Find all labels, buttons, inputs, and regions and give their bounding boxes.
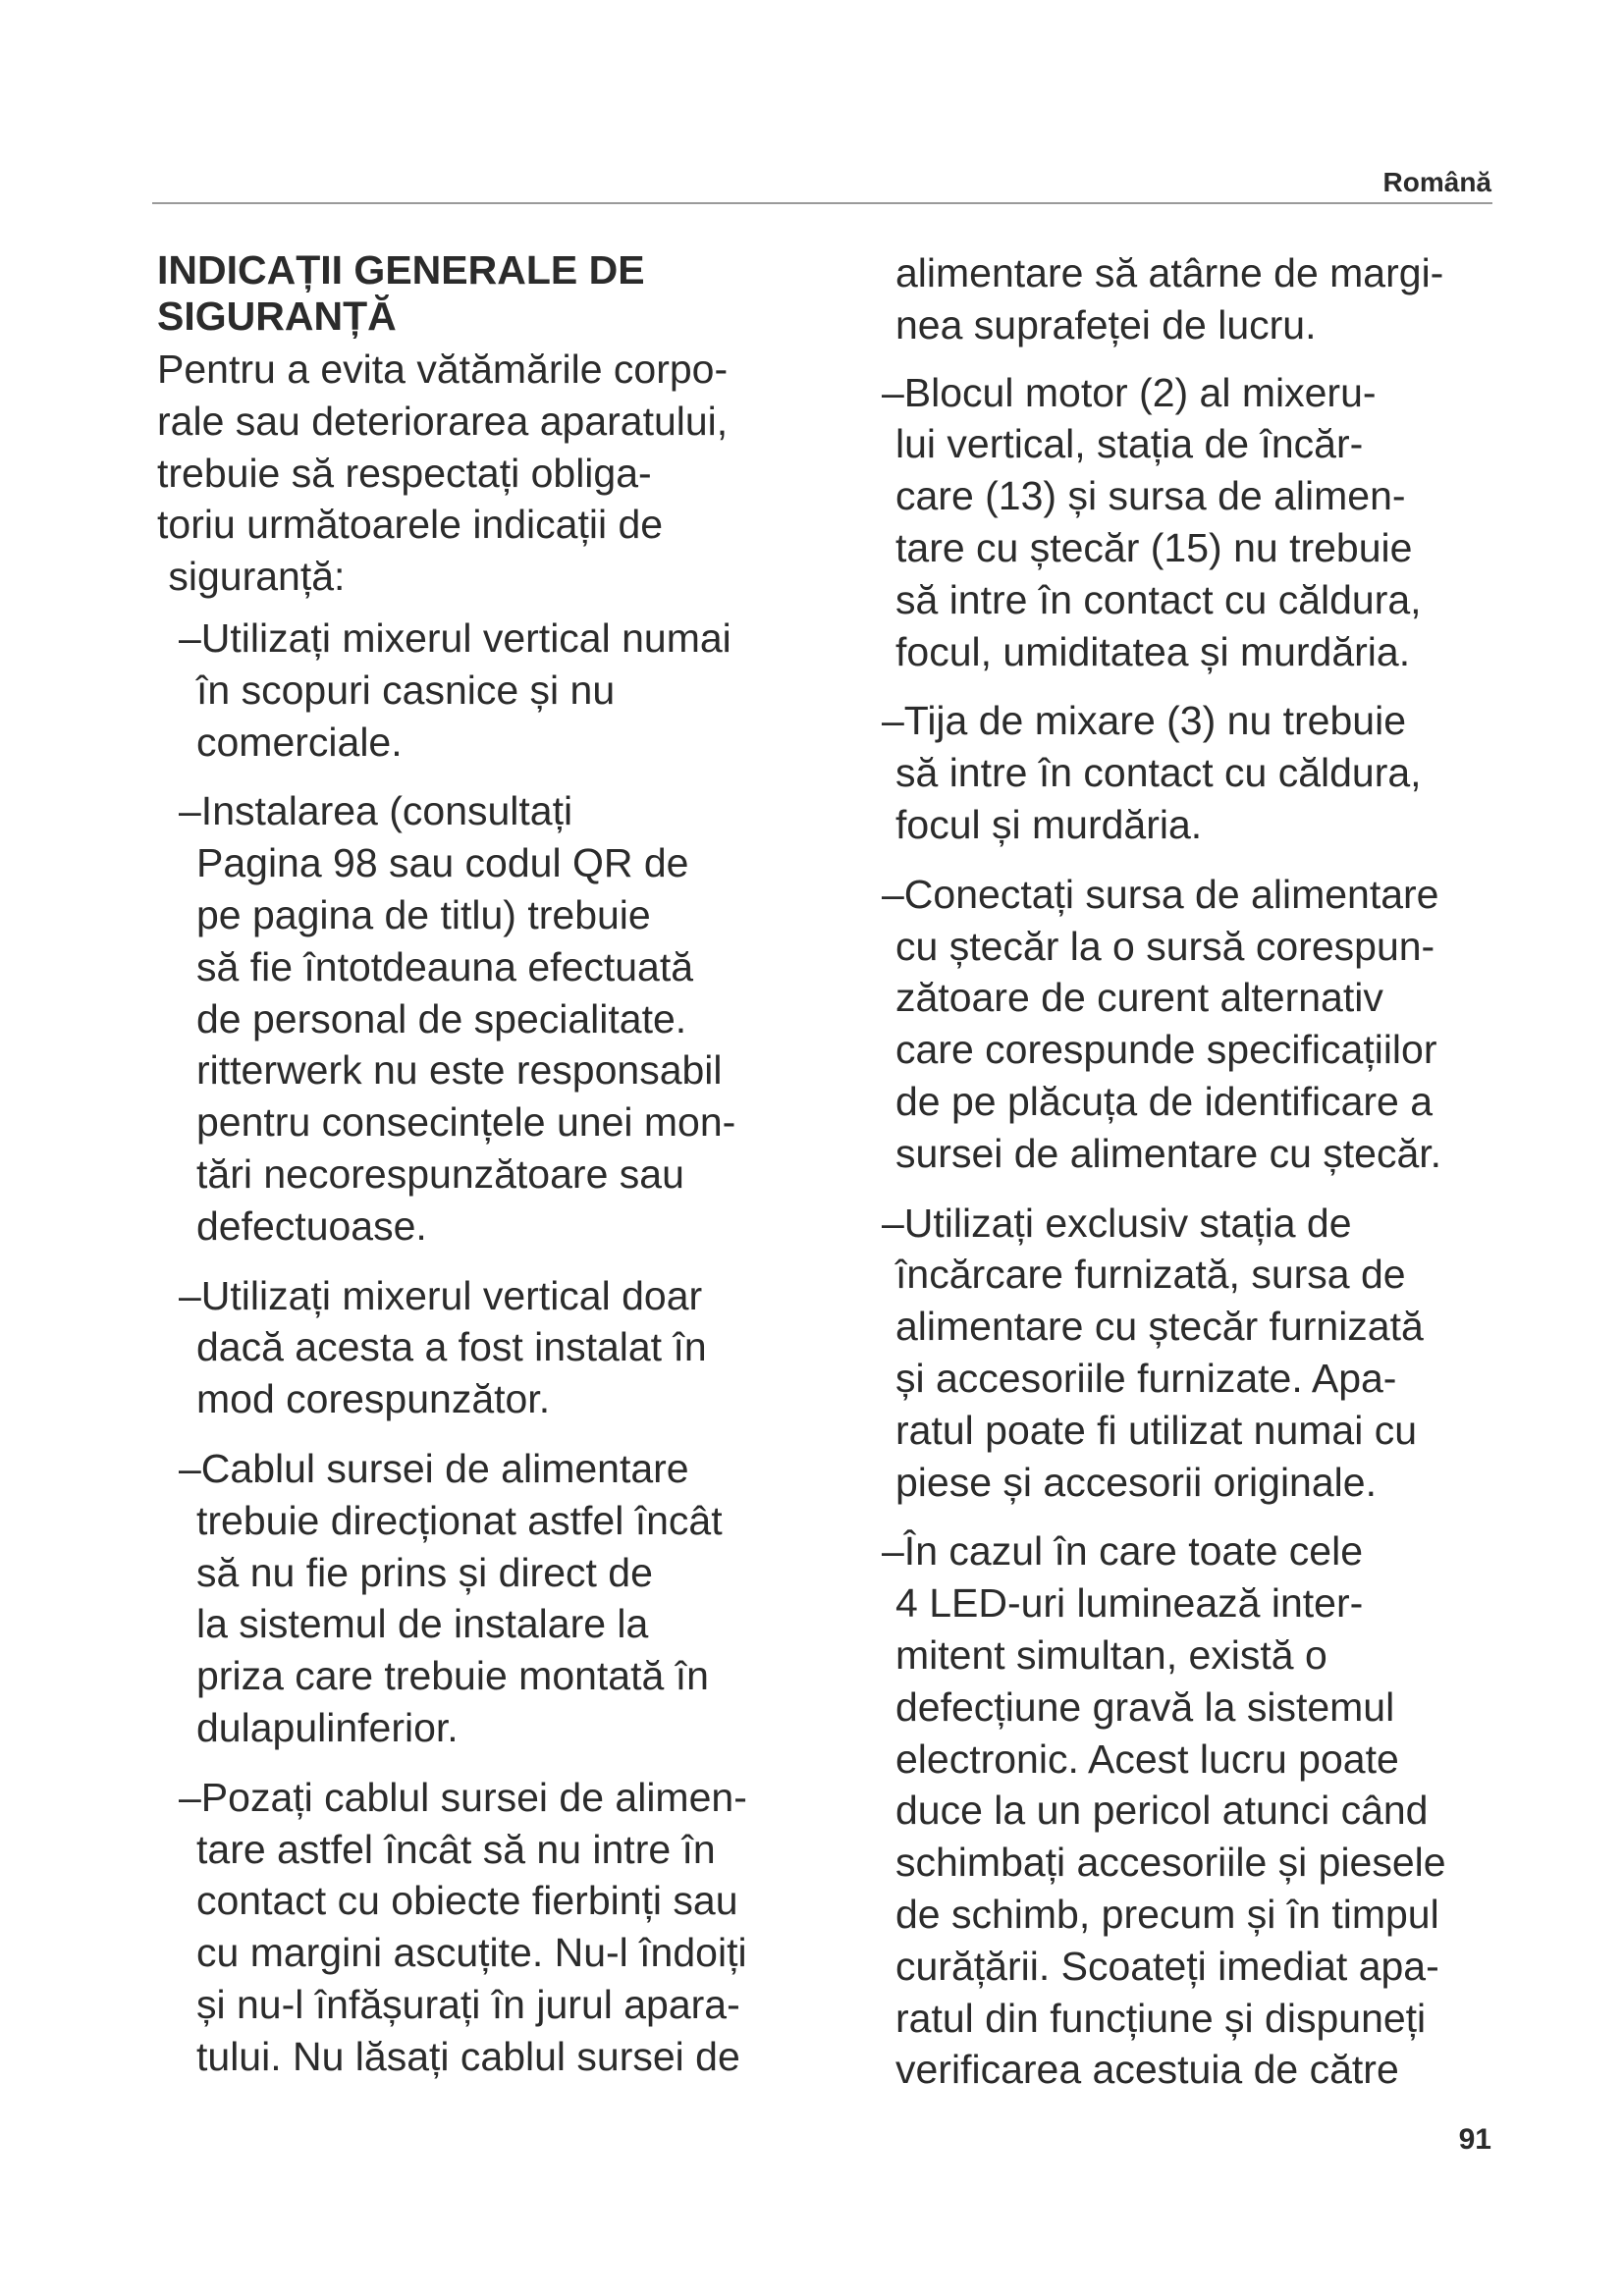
- header-divider: [152, 202, 1492, 204]
- continuation-paragraph: [882, 247, 1510, 351]
- bullet-item: [882, 1198, 1510, 1509]
- text-line: focul, umiditatea și murdăria.: [895, 628, 1411, 674]
- text-line: care corespunde specificațiilor: [895, 1027, 1437, 1073]
- text-line: care (13) și sursa de alimen-: [895, 473, 1406, 519]
- text-line: pe pagina de titlu) trebuie: [196, 891, 651, 937]
- header-language: Română: [1382, 167, 1491, 197]
- text-line: trebuie să respectați obliga-: [157, 450, 652, 496]
- text-line: în scopuri casnice și nu: [196, 667, 616, 713]
- text-line: încărcare furnizată, sursa de: [895, 1252, 1406, 1298]
- text-line: priza care trebuie montată în: [196, 1653, 709, 1699]
- text-line: rale sau deteriorarea aparatului,: [157, 398, 729, 444]
- heading-line: SIGURANȚĂ: [157, 294, 397, 339]
- text-line: să nu fie prins și direct de: [196, 1549, 653, 1595]
- text-line: dulapulinferior.: [196, 1704, 459, 1750]
- text-line: –Pozați cablul sursei de alimen-: [179, 1774, 747, 1820]
- text-line: curățării. Scoateți imediat apa-: [895, 1943, 1439, 1989]
- text-line: zătoare de curent alternativ: [895, 975, 1383, 1021]
- text-line: defecțiune gravă la sistemul: [895, 1683, 1395, 1730]
- text-line: –Utilizați mixerul vertical doar: [179, 1272, 703, 1318]
- text-line: dacă acesta a fost instalat în: [196, 1324, 707, 1370]
- text-line: și accesoriile furnizate. Apa-: [895, 1355, 1397, 1401]
- text-line: alimentare să atârne de margi-: [895, 250, 1444, 295]
- text-line: –Cablul sursei de alimentare: [179, 1445, 689, 1491]
- bullet-item: [882, 367, 1510, 678]
- text-line: de schimb, precum și în timpul: [895, 1891, 1439, 1937]
- text-line: focul și murdăria.: [895, 801, 1203, 847]
- text-line: contact cu obiecte fierbinți sau: [196, 1878, 738, 1924]
- text-line: piese și accesorii originale.: [895, 1459, 1377, 1505]
- text-line: să intre în contact cu căldura,: [895, 576, 1422, 622]
- text-line: trebuie direcționat astfel încât: [196, 1497, 723, 1543]
- text-line: de personal de specialitate.: [196, 995, 687, 1041]
- text-line: la sistemul de instalare la: [196, 1601, 649, 1647]
- text-line: –Blocul motor (2) al mixeru-: [882, 369, 1377, 415]
- text-line: ritterwerk nu este responsabil: [196, 1047, 723, 1094]
- text-line: tare astfel încât să nu intre în: [196, 1826, 716, 1872]
- right-column: [882, 247, 1510, 2096]
- text-line: defectuoase.: [196, 1202, 427, 1249]
- text-line: 4 LED-uri luminează inter-: [895, 1580, 1364, 1627]
- text-line: Pentru a evita vătămările corpo-: [157, 347, 729, 392]
- text-line: să intre în contact cu căldura,: [895, 750, 1422, 796]
- text-line: ratul poate fi utilizat numai cu: [895, 1407, 1417, 1453]
- text-line: –Tija de mixare (3) nu trebuie: [882, 698, 1407, 744]
- bullet-item: [882, 869, 1510, 1180]
- text-line: verificarea acestuia de către: [895, 2047, 1399, 2093]
- text-line: mod corespunzător.: [196, 1376, 551, 1422]
- text-line: de pe plăcuța de identificare a: [895, 1078, 1434, 1124]
- text-line: Pagina 98 sau codul QR de: [196, 840, 689, 886]
- text-line: –Instalarea (consultați: [179, 788, 573, 834]
- text-line: cu margini ascuțite. Nu-l îndoiți: [196, 1930, 747, 1976]
- text-line: lui vertical, stația de încăr-: [895, 421, 1364, 467]
- text-line: –În cazul în care toate cele: [882, 1528, 1364, 1575]
- bullet-item: [882, 1525, 1510, 2096]
- text-line: nea suprafeței de lucru.: [895, 301, 1317, 347]
- page-number: 91: [1458, 2123, 1491, 2156]
- text-line: comerciale.: [196, 719, 403, 765]
- intro-paragraph: [157, 344, 805, 603]
- text-line: schimbați accesoriile și piesele: [895, 1840, 1446, 1886]
- text-line: să fie întotdeauna efectuată: [196, 943, 694, 989]
- left-column: [157, 247, 805, 2083]
- text-line: –Utilizați exclusiv stația de: [882, 1200, 1352, 1246]
- text-line: tare cu ștecăr (15) nu trebuie: [895, 524, 1413, 570]
- bullet-item: [157, 1270, 805, 1425]
- section-heading: [157, 247, 805, 340]
- text-line: duce la un pericol atunci când: [895, 1788, 1429, 1834]
- bullet-item: [157, 1443, 805, 1754]
- text-line: electronic. Acest lucru poate: [895, 1735, 1399, 1782]
- text-line: sursei de alimentare cu ștecăr.: [895, 1130, 1442, 1176]
- text-line: –Conectați sursa de alimentare: [882, 871, 1439, 917]
- text-line: tări necorespunzătoare sau: [196, 1150, 684, 1197]
- heading-line: INDICAȚII GENERALE DE: [157, 247, 645, 293]
- bullet-item: [157, 613, 805, 768]
- text-line: pentru consecințele unei mon-: [196, 1099, 736, 1146]
- text-line: toriu următoarele indicații de: [157, 502, 664, 548]
- bullet-item: [882, 695, 1510, 850]
- text-line: siguranță:: [157, 554, 346, 600]
- bullet-item: [157, 785, 805, 1252]
- text-line: și nu-l înfășurați în jurul apara-: [196, 1981, 740, 2027]
- text-line: tului. Nu lăsați cablul sursei de: [196, 2033, 740, 2079]
- text-line: alimentare cu ștecăr furnizată: [895, 1304, 1424, 1350]
- text-line: mitent simultan, există o: [895, 1631, 1327, 1678]
- bullet-item: [157, 1772, 805, 2083]
- text-line: cu ștecăr la o sursă corespun-: [895, 923, 1435, 969]
- text-line: –Utilizați mixerul vertical numai: [179, 614, 731, 661]
- text-line: ratul din funcțiune și dispuneți: [895, 1995, 1427, 2041]
